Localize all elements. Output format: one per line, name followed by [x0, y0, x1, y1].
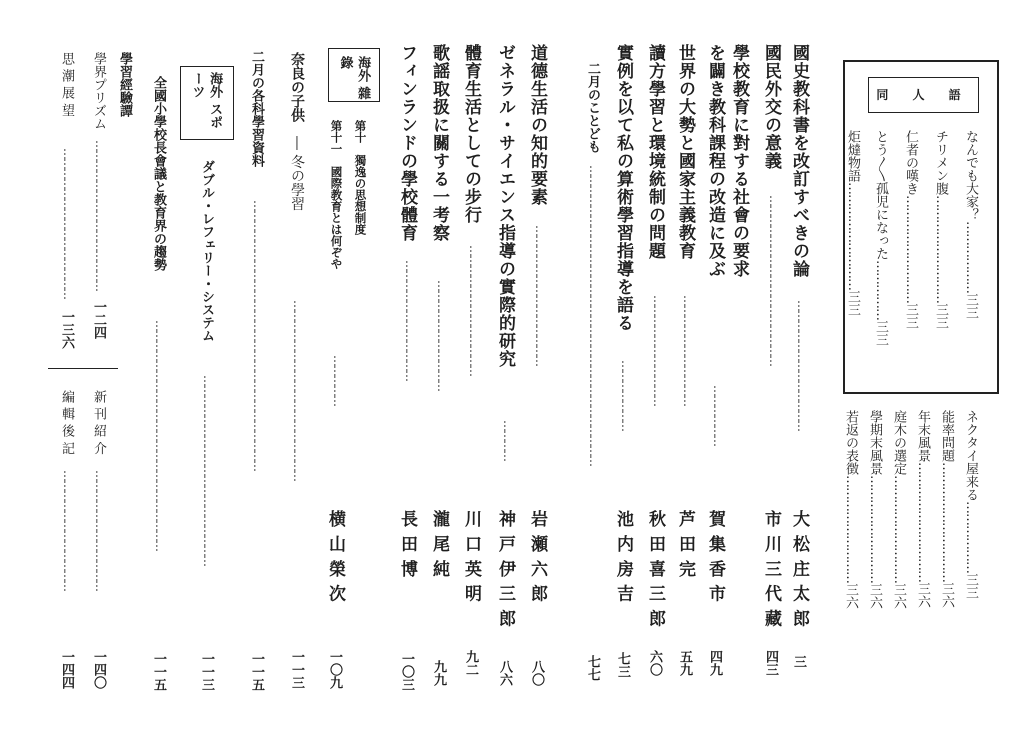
toc-entry-title: 學校教育に對する社會の要求 [729, 44, 749, 278]
toc-leader: ………………………………………………… [201, 375, 215, 565]
toc-entry-title: 世界の大勢と國家主義教育 [675, 44, 695, 260]
learning-talk-page: 一四〇 [91, 650, 106, 689]
dojingo-entry: 學期末風景………………………三六 [867, 410, 882, 609]
learning-talk-page: 一二四 [91, 300, 106, 339]
toc-entry-author: 神 戸 伊 三 郎 [495, 510, 515, 628]
toc-entry-author: 瀧 尾 純 [429, 510, 449, 578]
foreign-sports-page: 一一三 [199, 652, 214, 691]
toc-entry-title: を闢き教科課程の改造に及ぶ [705, 44, 725, 278]
toc-entry-title: 國史教科書を改訂すべきの論 [789, 44, 809, 278]
dojingo-entry: 年末風景…………………………三六 [915, 410, 930, 608]
divider [48, 368, 118, 369]
toc-entry-author: 賀 集 香 市 [705, 510, 725, 603]
toc-entry-title: 讀方學習と環境統制の問題 [645, 44, 665, 260]
learning-talk-entry: 新 刊 紹 介 [91, 390, 106, 455]
toc-entry-title: 體育生活としての步行 [461, 44, 481, 224]
subject-materials-title: 二月の各科學習資料 [249, 50, 264, 167]
toc-entry-author: 池 内 房 吉 [613, 510, 633, 603]
subject-materials-page: 一一五 [249, 652, 264, 691]
toc-leader: ……………………………………………… [291, 300, 305, 480]
toc-entry-author: 芦 田 完 [675, 510, 695, 578]
foreign-notes-item: 第十一 國際教育とは何ぞや [329, 120, 344, 270]
dojingo-entry: 庭木の選定………………………三六 [891, 410, 906, 609]
learning-talk-entry: 學界プリズム [91, 52, 106, 130]
toc-entry-title: 實例を以て私の算術學習指導を語る [613, 44, 633, 332]
toc-entry-page: 八六 [497, 660, 512, 686]
learning-talk-heading: 學習經驗譚 [117, 52, 132, 117]
toc-entry-page: 五九 [677, 650, 692, 676]
toc-entry-title: フィンランドの學校體育 [397, 44, 417, 242]
toc-entry-author: 大 松 庄 太 郎 [789, 510, 809, 628]
learning-talk-entry: 編 輯 後 記 [59, 390, 74, 455]
toc-leader: ………………………………… [795, 300, 809, 430]
toc-entry-page: 六〇 [647, 650, 662, 676]
nara-entry: 奈良の子供 ― 冬の學習 [289, 52, 305, 211]
toc-entry-title: 歌謡取扱に關する一考察 [429, 44, 449, 242]
toc-entry-page: 七三 [615, 652, 630, 678]
toc-leader: …………………………… [681, 295, 695, 405]
toc-entry-page: 四九 [707, 650, 722, 676]
learning-talk-page: 一三六 [59, 310, 74, 349]
february-heading: 二月のことども [585, 62, 600, 153]
toc-entry-author: 岩 瀬 六 郎 [527, 510, 547, 603]
dojingo-entry: とう〱孤児になった……………三三 [873, 130, 888, 346]
toc-leader: …………………………… [435, 280, 449, 390]
toc-leader: ……………………………………… [93, 140, 107, 290]
learning-talk-entry: 思 潮 展 望 [59, 52, 74, 117]
dojingo-entry: ネクタイ屋来る………………三三 [963, 410, 978, 599]
toc-leader: …………………………………………… [767, 195, 781, 365]
toc-leader: ………………………………… [467, 245, 481, 375]
foreign-sports-title: ダブル・レフェリー・システム [199, 160, 214, 342]
toc-entry-author: 長 田 博 [397, 510, 417, 578]
foreign-sports-label: 海外 スポーツ [189, 72, 223, 129]
toc-leader: …………………………… [651, 295, 665, 405]
february-page: 七七 [585, 655, 600, 681]
toc-leader: …………………………………………………………… [153, 320, 167, 550]
toc-leader: ……………………………………………………………………………… [587, 165, 601, 465]
toc-leader: ……………………………… [61, 470, 75, 590]
toc-entry-author: 川 口 英 明 [461, 510, 481, 603]
toc-leader: ………………… [619, 360, 633, 430]
foreign-notes-item: 第十 獨逸の思想制度 [353, 120, 368, 235]
toc-entry-page: 八〇 [529, 660, 544, 686]
toc-entry-title: 道德生活の知的要素 [527, 44, 547, 206]
toc-entry-author: 秋 田 喜 三 郎 [645, 510, 665, 628]
foreign-notes-label: 海外 雜錄 [337, 56, 371, 100]
toc-entry-title: ゼネラル・サイエンス指導の實際的研究 [495, 44, 515, 368]
dojingo-header: 同 人 語 [876, 88, 971, 102]
toc-leader: ………… [501, 420, 515, 460]
principals-meeting-title: 全國小學校長會議と教育界の趨勢 [151, 76, 166, 271]
principals-meeting-page: 一一五 [151, 652, 166, 691]
toc-leader: …………… [331, 355, 345, 405]
toc-leader: ……………………………………………………………………… [251, 200, 265, 470]
toc-entry-page: 三 [791, 655, 806, 668]
foreign-notes-author: 横 山 榮 次 [325, 510, 345, 603]
toc-entry-title: 國民外交の意義 [761, 44, 781, 170]
toc-leader: ……………………………… [403, 260, 417, 380]
toc-leader: …………………………………… [533, 225, 547, 365]
toc-entry-author: 市 川 三 代 藏 [761, 510, 781, 628]
dojingo-entry: 若返の表徴………………………三六 [843, 410, 858, 609]
toc-leader: ……………… [711, 385, 725, 445]
dojingo-entry: チリメン腹………………………三三 [933, 130, 948, 329]
toc-leader: ……………………………………… [61, 148, 75, 298]
learning-talk-page: 一四四 [59, 650, 74, 689]
toc-entry-page: 四三 [763, 650, 778, 676]
dojingo-entry: 炬燵物語………………………三三 [845, 130, 860, 316]
dojingo-entry: なんでも大家？………………三三 [963, 130, 978, 319]
dojingo-entry: 仁者の嘆き………………………三三 [903, 130, 918, 329]
toc-entry-page: 九九 [431, 660, 446, 686]
foreign-notes-page: 一〇九 [327, 650, 342, 689]
nara-page: 一一三 [289, 650, 304, 689]
dojingo-entry: 能率問題…………………………三六 [939, 410, 954, 608]
toc-entry-page: 九二 [463, 650, 478, 676]
toc-entry-page: 一〇三 [399, 652, 414, 691]
toc-leader: ……………………………… [93, 470, 107, 590]
